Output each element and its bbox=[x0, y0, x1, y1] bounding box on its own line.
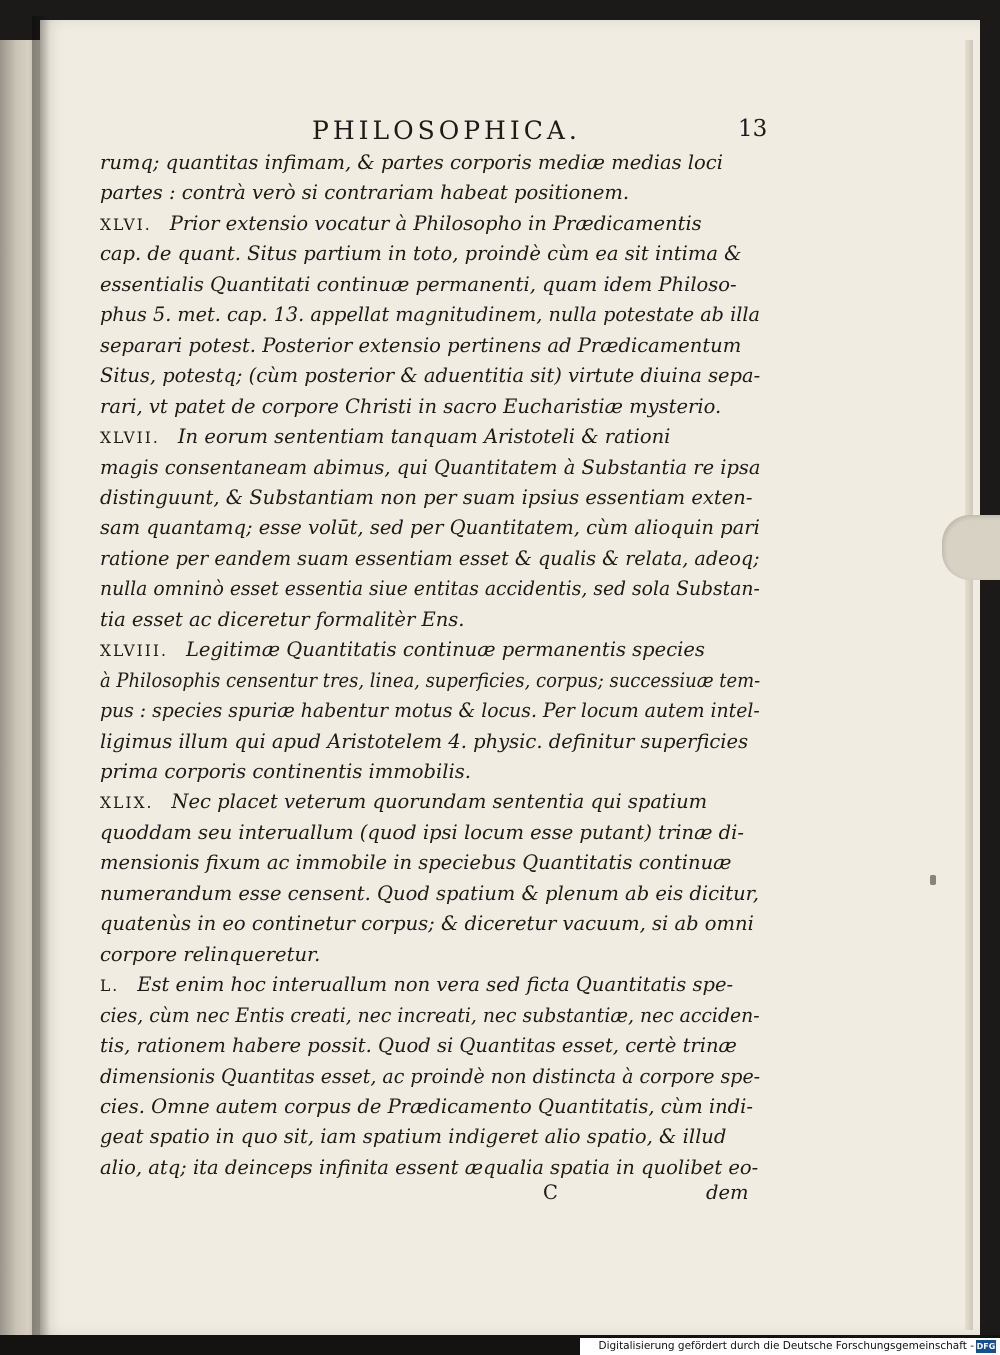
text-line bbox=[100, 1031, 760, 1061]
text-line bbox=[100, 148, 760, 178]
line-text: sam quantamq; esse volūt, sed per Quantitatem, cùm alioquin pari bbox=[100, 516, 760, 540]
line-text: separari potest. Posterior extensio pertinens ad Prædicamentum bbox=[100, 333, 742, 357]
line-text: corpore relinqueretur. bbox=[100, 942, 321, 966]
text-line bbox=[100, 422, 760, 452]
text-line bbox=[100, 818, 760, 848]
text-line bbox=[100, 848, 760, 878]
line-text: ratione per eandem suam essentiam esset & qualis & relata, adeoq; bbox=[100, 546, 760, 570]
text-line bbox=[100, 970, 760, 1000]
text-line bbox=[100, 544, 760, 574]
text-line bbox=[100, 1153, 760, 1183]
line-text: cies. Omne autem corpus de Prædicamento Quantitatis, cùm indi- bbox=[100, 1094, 753, 1118]
text-line bbox=[100, 1092, 760, 1122]
section-number: XLVI. bbox=[100, 215, 152, 234]
line-text: nulla omninò esset essentia siue entitas accidentis, sed sola Substan- bbox=[100, 577, 760, 601]
line-text: numerandum esse censent. Quod spatium & plenum ab eis dicitur, bbox=[100, 881, 760, 905]
text-line bbox=[100, 300, 760, 330]
line-text: quoddam seu interuallum (quod ipsi locum esse putant) trinæ di- bbox=[100, 820, 744, 844]
line-text: Legitimæ Quantitatis continuæ permanentis species bbox=[185, 638, 705, 662]
text-line bbox=[100, 666, 761, 696]
text-line bbox=[100, 361, 761, 391]
line-text: cap. de quant. Situs partium in toto, proindè cùm ea sit intima & bbox=[100, 242, 742, 266]
line-text: distinguunt, & Substantiam non per suam ipsius essentiam exten- bbox=[100, 485, 753, 509]
text-line bbox=[100, 635, 760, 665]
line-text: rari, vt patet de corpore Christi in sacro Eucharistiæ mysterio. bbox=[100, 394, 722, 418]
section-number: XLVIII. bbox=[100, 642, 168, 661]
text-line bbox=[100, 1001, 760, 1031]
text-line bbox=[100, 331, 760, 361]
line-text: ligimus illum qui apud Aristotelem 4. physic. definitur superficies bbox=[100, 729, 749, 753]
line-text: magis consentaneam abimus, qui Quantitatem à Substantia re ipsa bbox=[100, 455, 761, 479]
line-text: tia esset ac diceretur formalitèr Ens. bbox=[100, 607, 465, 631]
running-head bbox=[0, 110, 1000, 150]
section-number: XLVII. bbox=[100, 429, 160, 448]
text-line bbox=[100, 513, 760, 543]
line-text: quatenùs in eo continetur corpus; & diceretur vacuum, si ab omni bbox=[100, 912, 754, 936]
line-text: In eorum sententiam tanquam Aristoteli & rationi bbox=[177, 425, 671, 449]
text-line bbox=[100, 453, 761, 483]
text-line bbox=[100, 605, 760, 635]
text-line bbox=[100, 270, 760, 300]
section-number: L. bbox=[100, 977, 120, 996]
line-text: rumq; quantitas infimam, & partes corporis mediæ medias loci bbox=[100, 151, 723, 174]
text-line bbox=[100, 787, 760, 817]
line-text: mensionis fixum ac immobile in speciebus Quantitatis continuæ bbox=[100, 851, 732, 875]
dfg-logo: DFG bbox=[976, 1342, 996, 1351]
line-text: Nec placet veterum quorundam sententia qui spatium bbox=[171, 790, 708, 814]
text-line bbox=[100, 879, 760, 909]
line-text: phus 5. met. cap. 13. appellat magnitudinem, nulla potestate ab illa bbox=[100, 303, 760, 327]
line-text: Est enim hoc interuallum non vera sed ficta Quantitatis spe- bbox=[137, 973, 734, 997]
line-text: cies, cùm nec Entis creati, nec increati, nec substantiæ, nec acciden- bbox=[100, 1003, 760, 1027]
text-line bbox=[100, 696, 760, 726]
text-line bbox=[100, 483, 760, 513]
line-text: essentialis Quantitati continuæ permanenti, quam idem Philoso- bbox=[100, 272, 737, 296]
text-line bbox=[100, 178, 760, 208]
line-text: dimensionis Quantitas esset, ac proindè non distincta à corpore spe- bbox=[100, 1064, 761, 1088]
section-number: XLIX. bbox=[100, 794, 154, 813]
text-line bbox=[100, 909, 760, 939]
line-text: prima corporis continentis immobilis. bbox=[100, 760, 471, 783]
page-number: 13 bbox=[738, 116, 768, 142]
text-line bbox=[100, 392, 760, 422]
text-line bbox=[100, 1062, 761, 1092]
running-title: PHILOSOPHICA. bbox=[312, 116, 581, 145]
line-text: alio, atq; ita deinceps infinita essent æqualia spatia in quolibet eo- bbox=[100, 1155, 759, 1179]
line-text: Prior extensio vocatur à Philosopho in Prædicamentis bbox=[169, 211, 702, 235]
catchword: dem bbox=[706, 1181, 749, 1204]
line-text: tis, rationem habere possit. Quod si Quantitas esset, certè trinæ bbox=[100, 1034, 737, 1058]
line-text: partes : contrà verò si contrariam habeat positionem. bbox=[100, 181, 630, 205]
line-text: pus : species spuriæ habentur motus & locus. Per locum autem intel- bbox=[100, 699, 760, 723]
text-line bbox=[100, 239, 760, 269]
text-line bbox=[100, 209, 760, 239]
text-line bbox=[100, 940, 760, 970]
line-text: Situs, potestq; (cùm posterior & aduentitia sit) virtute diuina sepa- bbox=[100, 364, 761, 388]
text-line bbox=[100, 727, 760, 757]
line-text: geat spatio in quo sit, iam spatium indigeret alio spatio, & illud bbox=[100, 1125, 727, 1149]
signature-mark: C bbox=[543, 1181, 558, 1204]
line-text: à Philosophis censentur tres, linea, superficies, corpus; successiuæ tem- bbox=[100, 668, 761, 692]
text-line bbox=[100, 757, 760, 787]
text-line bbox=[100, 1122, 760, 1152]
footer-credit: Digitalisierung gefördert durch die Deutsche Forschungsgemeinschaft - bbox=[580, 1338, 1000, 1355]
text-line bbox=[100, 574, 760, 604]
